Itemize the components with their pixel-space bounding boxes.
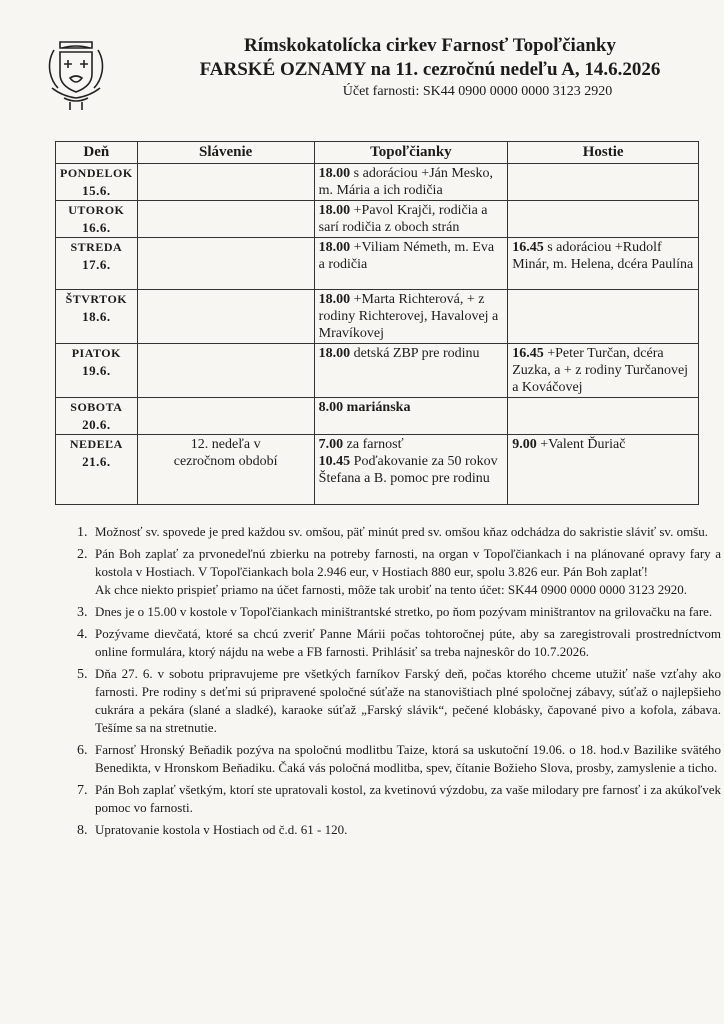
day-cell xyxy=(56,344,138,398)
mass-intention: +Viliam Németh, m. Eva a rodičia xyxy=(318,240,495,272)
topolcianky-cell xyxy=(314,238,508,290)
list-item: 4. Pozývame dievčatá, ktoré sa chcú zveriť Panne Márii počas tohtoročnej púte, aby sa zaregistrovali prostredníctvom online formulára, ktorý nájdu na webe a FB farnosti. Prihlásiť sa treba najneskôr do 10.7.2026. xyxy=(91,625,721,661)
day-date: 15.6. xyxy=(82,183,111,198)
list-item: 1. Možnosť sv. spovede je pred každou sv. omšou, päť minút pred sv. omšou kňaz odchádza do sakristie sláviť sv. omšu. xyxy=(91,523,721,541)
mass-time: 18.00 xyxy=(318,292,351,307)
mass-intention: detská ZBP pre rodinu xyxy=(350,346,480,361)
day-name: SOBOTA xyxy=(70,400,123,414)
table-header-row xyxy=(56,142,699,164)
table-row xyxy=(56,398,699,435)
day-name: NEDEĽA xyxy=(69,437,123,451)
day-cell xyxy=(56,435,138,505)
mass-intention: za farnosť xyxy=(343,437,404,452)
celebration-cell xyxy=(137,344,314,398)
day-cell xyxy=(56,201,138,238)
topolcianky-cell xyxy=(314,201,508,238)
mass-time: 18.00 xyxy=(318,203,351,218)
account-number: Účet farnosti: SK44 0900 0000 0000 3123 2920 xyxy=(342,84,613,99)
list-item: 6. Farnosť Hronský Beňadik pozýva na spoločnú modlitbu Taize, ktorá sa uskutoční 19.06. o 18. hod.v Bazilike svätého Benedikta, v Hronskom Beňadiku. Čaká vás poločná modlitba, spev, čítanie Božieho Slova, prosby, zamyslenie a ticho. xyxy=(91,741,721,777)
hostie-cell xyxy=(508,398,699,435)
table-row xyxy=(56,164,699,201)
day-name: PONDELOK xyxy=(60,166,133,180)
hostie-cell xyxy=(508,201,699,238)
mass-time: 18.00 xyxy=(318,166,351,181)
mass-intention: +Valent Ďuriač xyxy=(536,437,626,452)
day-date: 19.6. xyxy=(82,363,111,378)
day-date: 20.6. xyxy=(82,417,111,432)
list-item: 8. Upratovanie kostola v Hostiach od č.d. 61 - 120. xyxy=(91,821,721,839)
mass-intention: s adoráciou +Ján Mesko, m. Mária a ich rodičia xyxy=(318,166,493,198)
mass-time: 9.00 xyxy=(512,437,537,452)
page-header xyxy=(170,34,690,102)
topolcianky-cell xyxy=(314,435,508,505)
day-cell xyxy=(56,398,138,435)
mass-intention: +Marta Richterová, + z rodiny Richterovej, Havalovej a Mravíkovej xyxy=(318,292,499,341)
day-date: 16.6. xyxy=(82,220,111,235)
day-name: STREDA xyxy=(70,240,123,254)
column-header-hostie: Hostie xyxy=(508,142,699,164)
hostie-cell xyxy=(508,344,699,398)
day-date: 21.6. xyxy=(82,454,111,469)
day-name: UTOROK xyxy=(68,203,125,217)
announcement-text: Pán Boh zaplať za prvonedeľnú zbierku na potreby farnosti, na organ v Topoľčiankach i na plánované opravy fary a kostola v Hostiach. V Topoľčiankach bola 2.946 eur, v Hostiach 880 eur, spolu 3.826 eur. Pán Boh zaplať! xyxy=(95,546,721,579)
day-cell xyxy=(56,238,138,290)
day-cell xyxy=(56,290,138,344)
mass-time: 16.45 xyxy=(512,240,544,255)
day-name: PIATOK xyxy=(71,346,121,360)
column-header-day: Deň xyxy=(56,142,138,164)
page-title: FARSKÉ OZNAMY na 11. cezročnú nedeľu A, 14.6.2026 xyxy=(199,59,661,80)
mass-intention: Poďakovanie za 50 rokov Štefana a B. pomoc pre rodinu xyxy=(318,454,498,486)
mass-intention: s adoráciou +Rudolf Minár, m. Helena, dcéra Paulína xyxy=(512,240,694,272)
list-item: 7. Pán Boh zaplať všetkým, ktorí ste upratovali kostol, za kvetinovú výzdobu, za vaše milodary pre farnosť i za akúkoľvek pomoc vo farnosti. xyxy=(91,781,721,817)
hostie-cell xyxy=(508,238,699,290)
mass-time: 8.00 xyxy=(318,400,344,415)
coat-of-arms-icon xyxy=(40,36,112,112)
hostie-cell xyxy=(508,290,699,344)
day-date: 17.6. xyxy=(82,257,111,272)
celebration-text: 12. nedeľa v cezročnom období xyxy=(173,437,278,469)
topolcianky-cell xyxy=(314,290,508,344)
column-header-topolcianky: Topoľčianky xyxy=(314,142,508,164)
celebration-cell xyxy=(137,398,314,435)
mass-time: 16.45 xyxy=(512,346,544,361)
day-cell xyxy=(56,164,138,201)
hostie-cell xyxy=(508,435,699,505)
list-item: 3. Dnes je o 15.00 v kostole v Topoľčiankach miništrantské stretko, po ňom pozývam miništrantov na grilovačku na fare. xyxy=(91,603,721,621)
table-row xyxy=(56,344,699,398)
celebration-cell xyxy=(137,238,314,290)
mass-time: 18.00 xyxy=(318,346,351,361)
list-item xyxy=(91,545,721,599)
topolcianky-cell xyxy=(314,344,508,398)
column-header-celebration: Slávenie xyxy=(137,142,314,164)
table-row xyxy=(56,435,699,505)
table-row xyxy=(56,201,699,238)
announcement-account-text: Ak chce niekto prispieť priamo na účet farnosti, môže tak urobiť na tento účet: SK44 0900 0000 0000 3123 2920. xyxy=(95,582,688,597)
mass-time: 18.00 xyxy=(318,240,351,255)
mass-intention: +Peter Turčan, dcéra Zuzka, a + z rodiny Turčanovej a Kováčovej xyxy=(512,346,689,395)
mass-intention: mariánska xyxy=(343,400,411,415)
parish-name: Rímskokatolícka cirkev Farnosť Topoľčianky xyxy=(244,35,616,56)
table-row xyxy=(56,238,699,290)
mass-entry xyxy=(319,436,504,453)
mass-entry xyxy=(319,453,504,487)
day-name: ŠTVRTOK xyxy=(65,292,128,306)
topolcianky-cell xyxy=(314,164,508,201)
topolcianky-cell xyxy=(314,398,508,435)
celebration-cell xyxy=(137,435,314,505)
celebration-cell xyxy=(137,164,314,201)
hostie-cell xyxy=(508,164,699,201)
mass-schedule-table xyxy=(55,141,699,505)
celebration-cell xyxy=(137,290,314,344)
mass-intention: +Pavol Krajči, rodičia a sarí rodičia z oboch strán xyxy=(318,203,488,235)
celebration-cell xyxy=(137,201,314,238)
mass-time: 10.45 xyxy=(318,454,351,469)
list-item: 5. Dňa 27. 6. v sobotu pripravujeme pre všetkých farníkov Farský deň, počas ktorého chceme utužiť naše vzťahy ako farnosti. Pre rodiny s deťmi sú pripravené spoločné súťaže na stanovištiach plné spoločnej zábavy, súťaž o najlepšieho cukrára a pekára (slané a sladké), karaoke súťaž „Farský slávik“, pečené klobásky, čapované pivo a kofola, zábava. Tešíme sa na stretnutie. xyxy=(91,665,721,737)
table-row xyxy=(56,290,699,344)
announcements-list xyxy=(55,523,721,843)
mass-time: 7.00 xyxy=(318,437,344,452)
day-date: 18.6. xyxy=(82,309,111,324)
